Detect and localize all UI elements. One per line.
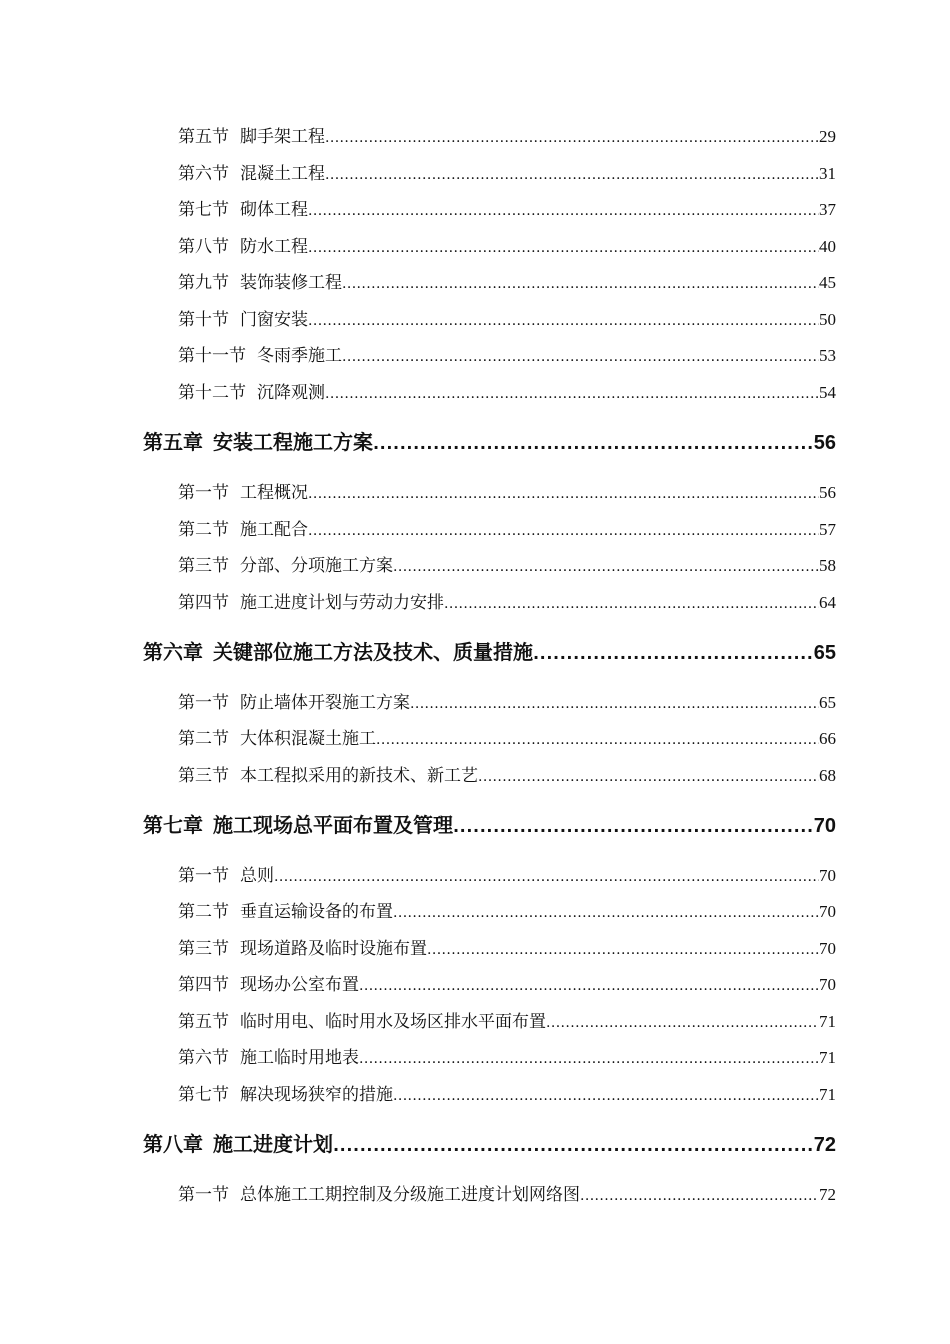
toc-entry-section[interactable] [178, 482, 836, 504]
toc-entry-title: 防止墙体开裂施工方案 [240, 693, 410, 713]
toc-dot-leader [325, 164, 819, 185]
toc-dot-leader [478, 766, 819, 787]
toc-entry-page: 37 [819, 200, 836, 219]
toc-entry-page: 45 [819, 273, 836, 292]
toc-dot-leader [342, 273, 819, 294]
toc-entry-page: 65 [819, 693, 836, 712]
toc-entry-section[interactable] [178, 272, 836, 294]
toc-dot-leader [308, 237, 819, 258]
toc-dot-leader [410, 693, 819, 714]
toc-entry-label: 第一节 [178, 1185, 229, 1205]
toc-dot-leader [333, 1133, 814, 1157]
toc-dot-leader [325, 127, 819, 148]
toc-entry-label: 第二节 [178, 902, 229, 922]
toc-entry-page: 50 [819, 310, 836, 329]
toc-entry-page: 66 [819, 729, 836, 748]
toc-dot-leader [274, 866, 819, 887]
toc-entry-title: 冬雨季施工 [257, 346, 342, 366]
toc-entry-section[interactable] [178, 519, 836, 541]
toc-entry-page: 31 [819, 164, 836, 183]
toc-dot-leader [393, 902, 819, 923]
toc-entry-label: 第三节 [178, 556, 229, 576]
toc-entry-title: 沉降观测 [257, 383, 325, 403]
toc-entry-section[interactable] [178, 236, 836, 258]
toc-entry-label: 第七节 [178, 1085, 229, 1105]
toc-entry-title: 工程概况 [240, 483, 308, 503]
toc-entry-page: 70 [819, 975, 836, 994]
toc-entry-label: 第四节 [178, 975, 229, 995]
toc-entry-section[interactable] [178, 592, 836, 614]
toc-chapter-page: 72 [813, 1134, 836, 1156]
toc-entry-label: 第四节 [178, 593, 229, 613]
toc-entry-title: 施工临时用地表 [240, 1048, 359, 1068]
toc-chapter-page: 56 [813, 432, 836, 454]
toc-entry-page: 68 [819, 766, 836, 785]
toc-entry-section[interactable] [178, 1084, 836, 1106]
toc-chapter-title: 施工进度计划 [213, 1132, 333, 1156]
toc-entry-section[interactable] [178, 199, 836, 221]
toc-entry-chapter[interactable] [143, 812, 836, 838]
toc-entry-label: 第三节 [178, 766, 229, 786]
toc-dot-leader [546, 1012, 819, 1033]
toc-entry-section[interactable] [178, 692, 836, 714]
toc-dot-leader [359, 1048, 819, 1069]
toc-chapter-label: 第五章 [143, 430, 203, 454]
toc-entry-title: 总体施工工期控制及分级施工进度计划网络图 [240, 1185, 580, 1205]
toc-entry-title: 本工程拟采用的新技术、新工艺 [240, 766, 478, 786]
toc-entry-label: 第八节 [178, 237, 229, 257]
toc-entry-chapter[interactable] [143, 639, 836, 665]
toc-entry-title: 分部、分项施工方案 [240, 556, 393, 576]
toc-entry-label: 第二节 [178, 520, 229, 540]
toc-dot-leader [308, 483, 819, 504]
toc-entry-section[interactable] [178, 382, 836, 404]
toc-entry-label: 第十节 [178, 310, 229, 330]
toc-entry-page: 53 [819, 346, 836, 365]
toc-entry-label: 第一节 [178, 483, 229, 503]
toc-entry-section[interactable] [178, 163, 836, 185]
toc-entry-page: 54 [819, 383, 836, 402]
toc-dot-leader [359, 975, 819, 996]
toc-entry-page: 56 [819, 483, 836, 502]
toc-entry-title: 施工配合 [240, 520, 308, 540]
toc-entry-title: 施工进度计划与劳动力安排 [240, 593, 444, 613]
toc-entry-page: 70 [819, 939, 836, 958]
toc-entry-page: 40 [819, 237, 836, 256]
toc-entry-label: 第六节 [178, 1048, 229, 1068]
toc-chapter-title: 关键部位施工方法及技术、质量措施 [213, 640, 533, 664]
toc-entry-section[interactable] [178, 1184, 836, 1206]
toc-entry-title: 大体积混凝土施工 [240, 729, 376, 749]
toc-entry-page: 29 [819, 127, 836, 146]
toc-entry-title: 现场办公室布置 [240, 975, 359, 995]
toc-chapter-title: 安装工程施工方案 [213, 430, 373, 454]
toc-entry-section[interactable] [178, 1011, 836, 1033]
toc-dot-leader [393, 556, 819, 577]
toc-dot-leader [427, 939, 819, 960]
toc-dot-leader [308, 520, 819, 541]
toc-entry-chapter[interactable] [143, 1131, 836, 1157]
toc-entry-title: 脚手架工程 [240, 127, 325, 147]
toc-entry-title: 总则 [240, 866, 274, 886]
toc-chapter-page: 65 [813, 642, 836, 664]
toc-entry-title: 临时用电、临时用水及场区排水平面布置 [240, 1012, 546, 1032]
toc-entry-label: 第六节 [178, 164, 229, 184]
toc-chapter-label: 第八章 [143, 1132, 203, 1156]
toc-entry-section[interactable] [178, 345, 836, 367]
toc-chapter-page: 70 [813, 815, 836, 837]
toc-entry-section[interactable] [178, 555, 836, 577]
toc-entry-section[interactable] [178, 126, 836, 148]
toc-entry-section[interactable] [178, 974, 836, 996]
toc-entry-title: 装饰装修工程 [240, 273, 342, 293]
toc-entry-label: 第二节 [178, 729, 229, 749]
toc-entry-label: 第七节 [178, 200, 229, 220]
toc-dot-leader [376, 729, 819, 750]
toc-entry-page: 58 [819, 556, 836, 575]
toc-entry-chapter[interactable] [143, 429, 836, 455]
toc-chapter-label: 第六章 [143, 640, 203, 664]
toc-dot-leader [308, 200, 819, 221]
toc-entry-page: 57 [819, 520, 836, 539]
toc-entry-label: 第一节 [178, 866, 229, 886]
toc-entry-label: 第九节 [178, 273, 229, 293]
toc-entry-section[interactable] [178, 938, 836, 960]
toc-entry-label: 第一节 [178, 693, 229, 713]
toc-chapter-title: 施工现场总平面布置及管理 [213, 813, 453, 837]
toc-dot-leader [325, 383, 819, 404]
toc-entry-section[interactable] [178, 765, 836, 787]
toc-entry-page: 64 [819, 593, 836, 612]
toc-dot-leader [444, 593, 819, 614]
toc-dot-leader [373, 431, 814, 455]
toc-dot-leader [393, 1085, 819, 1106]
toc-entry-page: 70 [819, 866, 836, 885]
toc-entry-page: 72 [819, 1185, 836, 1204]
toc-entry-section[interactable] [178, 309, 836, 331]
toc-dot-leader [580, 1185, 819, 1206]
toc-entry-title: 门窗安装 [240, 310, 308, 330]
toc-entry-label: 第十一节 [178, 346, 246, 366]
toc-entry-label: 第十二节 [178, 383, 246, 403]
toc-dot-leader [308, 310, 819, 331]
toc-entry-page: 71 [819, 1048, 836, 1067]
toc-dot-leader [342, 346, 819, 367]
toc-entry-title: 混凝土工程 [240, 164, 325, 184]
toc-entry-section[interactable] [178, 865, 836, 887]
toc-entry-title: 防水工程 [240, 237, 308, 257]
toc-entry-title: 现场道路及临时设施布置 [240, 939, 427, 959]
toc-entry-label: 第五节 [178, 1012, 229, 1032]
toc-entry-section[interactable] [178, 901, 836, 923]
toc-entry-page: 71 [819, 1012, 836, 1031]
toc-entry-page: 70 [819, 902, 836, 921]
toc-entry-label: 第五节 [178, 127, 229, 147]
toc-entry-label: 第三节 [178, 939, 229, 959]
toc-chapter-label: 第七章 [143, 813, 203, 837]
toc-dot-leader [453, 814, 814, 838]
toc-entry-page: 71 [819, 1085, 836, 1104]
toc-entry-title: 砌体工程 [240, 200, 308, 220]
toc-entry-section[interactable] [178, 728, 836, 750]
toc-dot-leader [533, 641, 814, 665]
toc-entry-title: 垂直运输设备的布置 [240, 902, 393, 922]
toc-entry-title: 解决现场狭窄的措施 [240, 1085, 393, 1105]
toc-entry-section[interactable] [178, 1047, 836, 1069]
